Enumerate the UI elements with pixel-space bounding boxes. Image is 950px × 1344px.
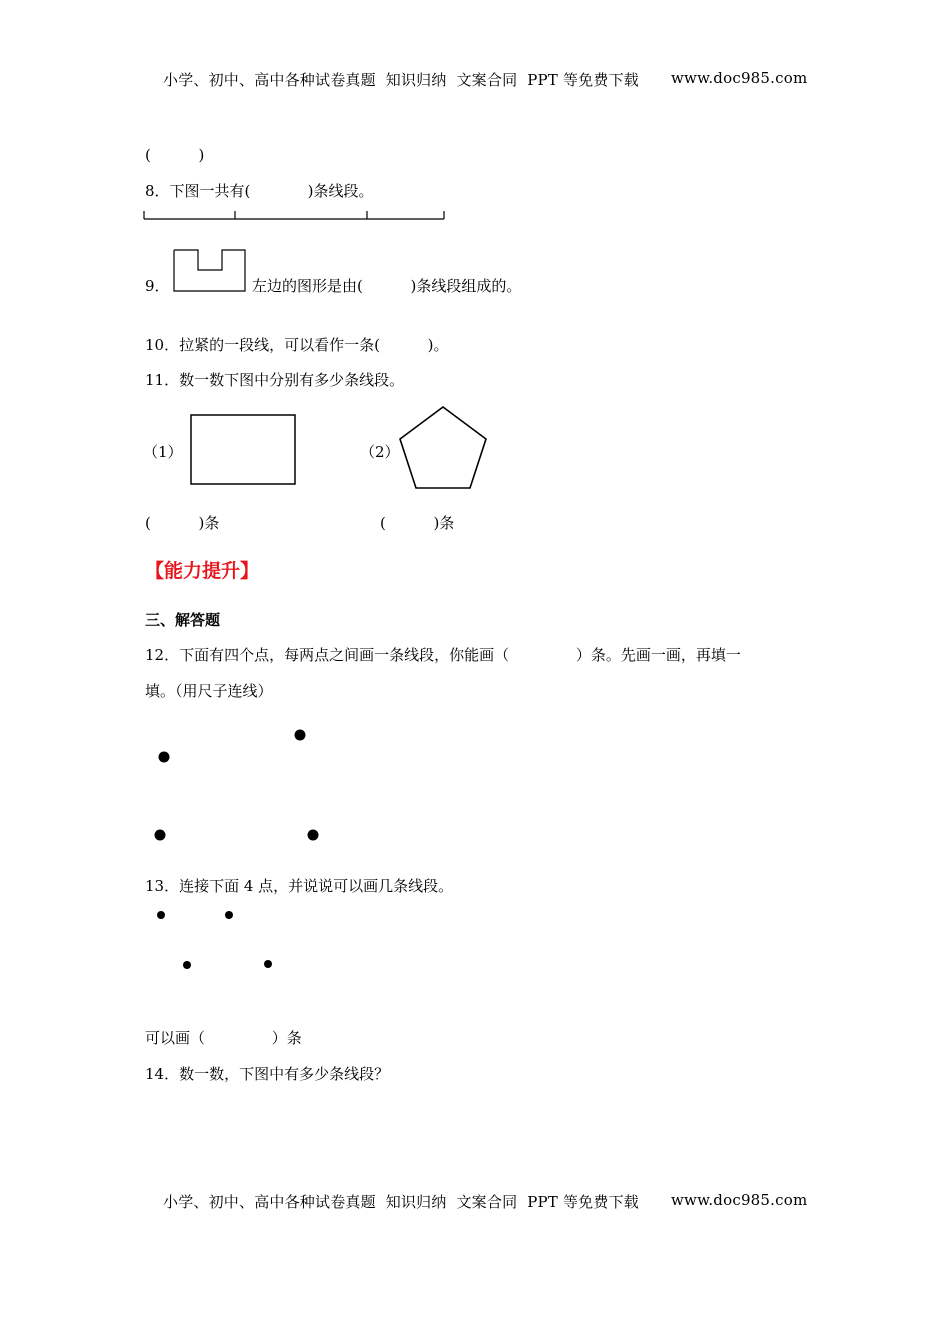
four-points-figure — [140, 720, 340, 850]
pentagon-figure — [396, 405, 490, 491]
rectangle-figure — [189, 413, 299, 487]
notched-shape-figure — [172, 248, 248, 294]
answer-blank-11-1: ( )条 — [145, 514, 220, 532]
question-14: 14．数一数，下图中有多少条线段？ — [145, 1065, 390, 1083]
question-9-text: 左边的图形是由( )条线段组成的。 — [252, 277, 522, 295]
question-13: 13．连接下面 4 点，并说说可以画几条线段。 — [145, 877, 454, 895]
four-small-points-figure — [150, 905, 290, 975]
question-8: 8．下图一共有( )条线段。 — [145, 182, 374, 200]
section-title: 【能力提升】 — [145, 560, 260, 582]
page-footer-left: 小学、初中、高中各种试卷真题 知识归纳 文案合同 PPT 等免费下载 — [163, 1193, 639, 1211]
answer-blank-13: 可以画（ ）条 — [145, 1029, 302, 1047]
answer-blank-11-2: ( )条 — [380, 514, 455, 532]
question-11: 11．数一数下图中分别有多少条线段。 — [145, 371, 405, 389]
question-10: 10．拉紧的一段线，可以看作一条( )。 — [145, 336, 449, 354]
page-header-left: 小学、初中、高中各种试卷真题 知识归纳 文案合同 PPT 等免费下载 — [163, 71, 639, 89]
page-footer-url: www.doc985.com — [671, 1191, 808, 1209]
section-heading-3: 三、解答题 — [145, 611, 221, 629]
segment-line-figure — [140, 205, 450, 225]
question-12-line1: 12．下面有四个点，每两点之间画一条线段，你能画（ ）条。先画一画，再填一 — [145, 646, 741, 664]
question-12-line2: 填。（用尺子连线） — [145, 682, 273, 700]
figure-label-2: （2） — [360, 443, 400, 461]
figure-label-1: （1） — [143, 443, 183, 461]
question-9-number: 9． — [145, 277, 170, 295]
page-header-url: www.doc985.com — [671, 69, 808, 87]
answer-blank-7: ( ) — [145, 146, 205, 164]
